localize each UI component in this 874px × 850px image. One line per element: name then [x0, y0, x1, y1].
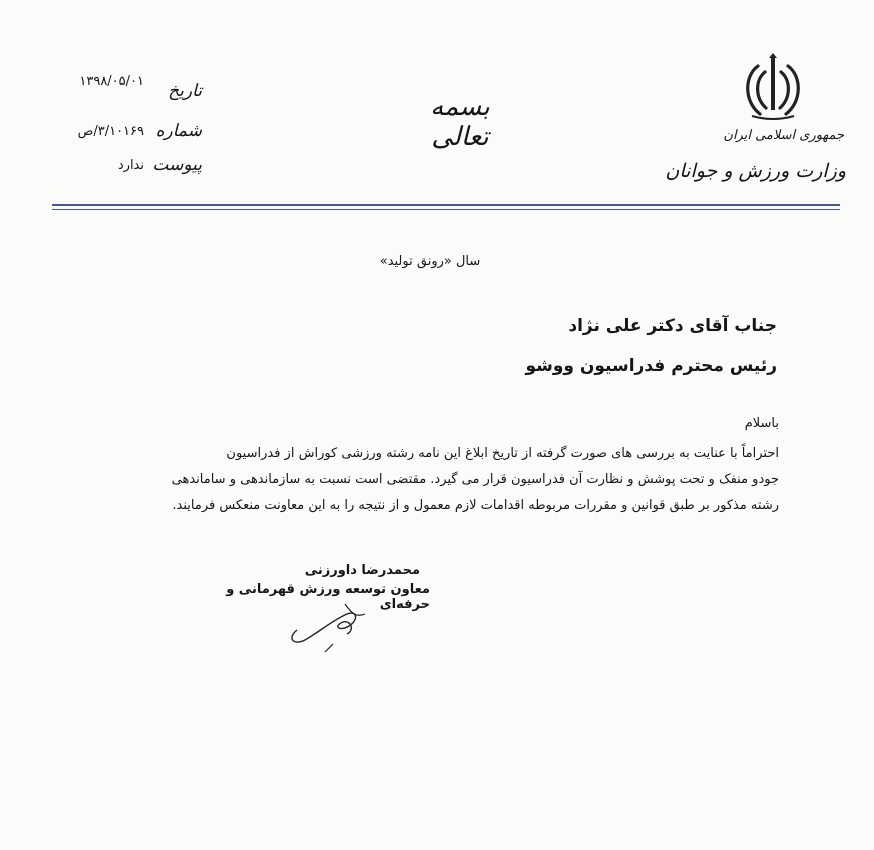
recipient-name: جناب آقای دکتر علی نژاد: [568, 316, 777, 336]
attachment-label: پیوست: [152, 155, 202, 175]
greeting: باسلام: [744, 416, 779, 431]
header-divider: [52, 204, 840, 206]
recipient-title: رئیس محترم فدراسیون ووشو: [525, 356, 777, 376]
basmala: بسمه تعالی: [430, 92, 490, 152]
paragraph-line: احتراماً با عنایت به بررسی های صورت گرفته از تاریخ ابلاغ این نامه رشته ورزشی کوراش از فدراسیون: [226, 446, 779, 461]
signer-title: معاون توسعه ورزش قهرمانی و حرفه‌ای: [226, 582, 430, 612]
number-label: شماره: [155, 121, 202, 141]
header-divider-thin: [52, 209, 840, 210]
attachment-value: ندارد: [117, 158, 144, 173]
paragraph-line: جودو منفک و تحت پوشش و نظارت آن فدراسیون قرار می گیرد. مقتضی است نسبت به سازماندهی و ساماندهی: [171, 472, 779, 487]
paragraph-line: رشته مذکور بر طبق قوانین و مقررات مربوطه اقدامات لازم معمول و از نتیجه را به این معاونت منعکس فرمایند.: [172, 498, 779, 513]
handwritten-signature-icon: [285, 590, 375, 670]
iran-emblem-icon: [738, 52, 808, 124]
date-value: ۱۳۹۸/۰۵/۰۱: [79, 74, 144, 89]
year-motto: سال «رونق تولید»: [379, 254, 481, 269]
ministry-name: وزارت ورزش و جوانان: [665, 160, 846, 182]
date-label: تاریخ: [168, 81, 202, 101]
republic-name: جمهوری اسلامی ایران: [723, 128, 844, 143]
signer-name: محمدرضا داورزنی: [304, 563, 420, 578]
number-value: ۳/۱۰۱۶۹/ص: [77, 124, 144, 139]
